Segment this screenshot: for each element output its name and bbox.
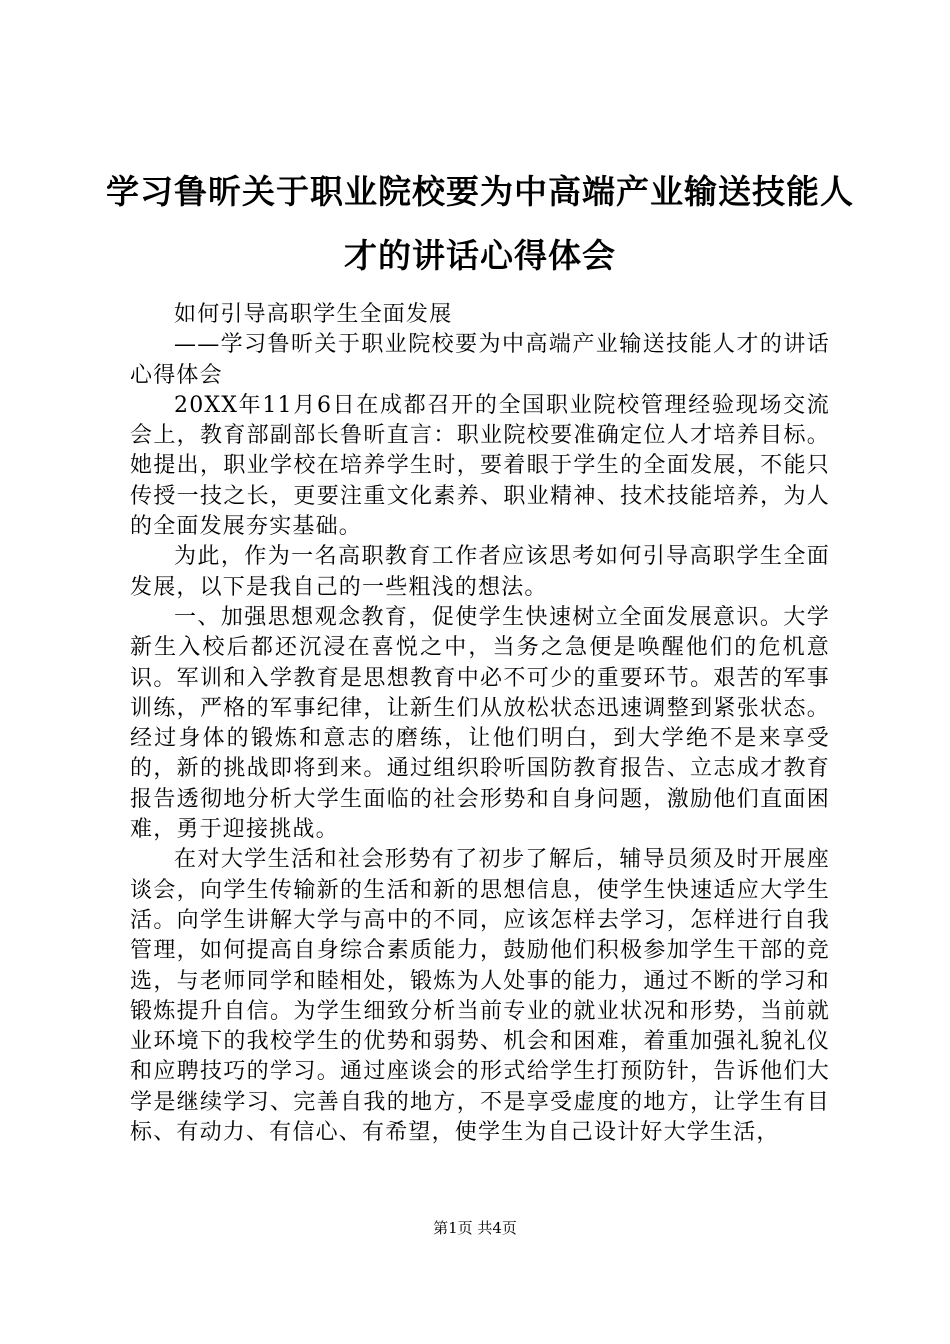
body-paragraph: 20XX年11月6日在成都召开的全国职业院校管理经验现场交流会上，教育部副部长鲁昕直言：职业院校要准确定位人才培养目标。她提出，职业学校在培养学生时，要着眼于学生的全面发展，不能只传授一技之长，更要注重文化素养、职业精神、技术技能培养，为人的全面发展夯实基础。 xyxy=(130,392,830,540)
document-body xyxy=(130,300,830,1148)
document-title: 学习鲁昕关于职业院校要为中高端产业输送技能人才的讲话心得体会 xyxy=(106,172,854,275)
page-footer: 第1页 共4页 xyxy=(433,1219,517,1237)
subtitle-dash-paragraph: ——学习鲁昕关于职业院校要为中高端产业输送技能人才的讲话心得体会 xyxy=(130,332,830,388)
body-paragraph: 一、加强思想观念教育，促使学生快速树立全面发展意识。大学新生入校后都还沉浸在喜悦之中，当务之急便是唤醒他们的危机意识。军训和入学教育是思想教育中必不可少的重要环节。艰苦的军事训练，严格的军事纪律，让新生们从放松状态迅速调整到紧张状态。经过身体的锻炼和意志的磨练，让他们明白，到大学绝不是来享受的，新的挑战即将到来。通过组织聆听国防教育报告、立志成才教育报告透彻地分析大学生面临的社会形势和自身问题，激励他们直面困难，勇于迎接挑战。 xyxy=(130,604,830,843)
body-paragraph: 在对大学生活和社会形势有了初步了解后，辅导员须及时开展座谈会，向学生传输新的生活和新的思想信息，使学生快速适应大学生活。向学生讲解大学与高中的不同，应该怎样去学习，怎样进行自我管理，如何提高自身综合素质能力，鼓励他们积极参加学生干部的竞选，与老师同学和睦相处，锻炼为人处事的能力，通过不断的学习和锻炼提升自信。为学生细致分析当前专业的就业状况和形势，当前就业环境下的我校学生的优势和弱势、机会和困难，着重加强礼貌礼仪和应聘技巧的学习。通过座谈会的形式给学生打预防针，告诉他们大学是继续学习、完善自我的地方，不是享受虚度的地方，让学生有目标、有动力、有信心、有希望，使学生为自己设计好大学生活， xyxy=(130,847,830,1146)
body-paragraph: 为此，作为一名高职教育工作者应该思考如何引导高职学生全面发展，以下是我自己的一些粗浅的想法。 xyxy=(130,544,830,600)
subtitle-paragraph: 如何引导高职学生全面发展 xyxy=(174,302,453,327)
